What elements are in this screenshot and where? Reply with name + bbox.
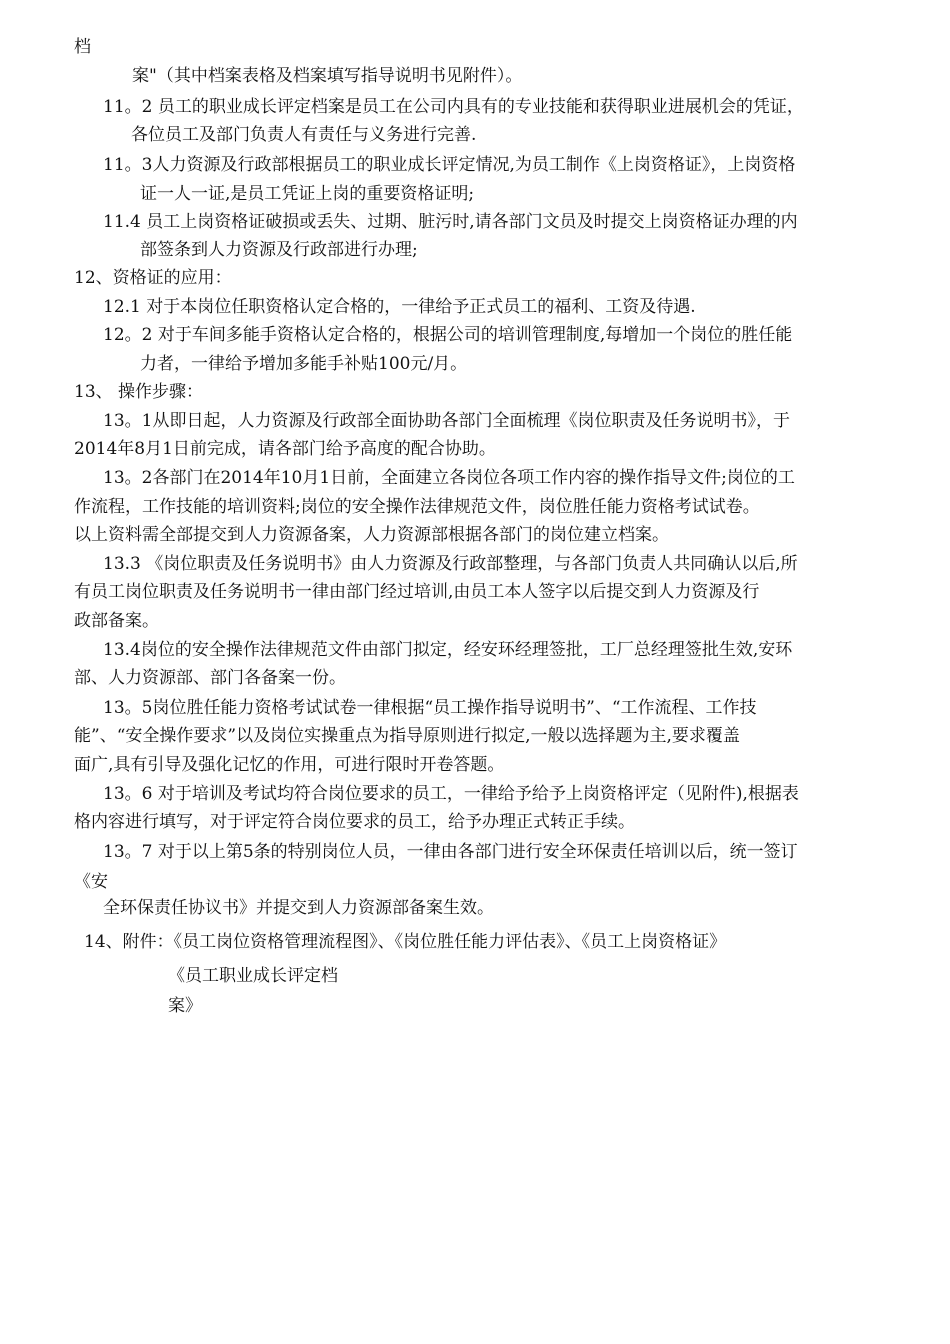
text-line-20: 有员工岗位职责及任务说明书一律由部门经过培训,由员工本人签字以后提交到人力资源及行: [74, 582, 760, 602]
text-line-10: 12.1 对于本岗位任职资格认定合格的，一律给予正式员工的福利、工资及待遇.: [103, 297, 696, 317]
text-line-14: 13。1从即日起，人力资源及行政部全面协助各部门全面梳理《岗位职责及任务说明书》，于: [103, 411, 790, 431]
text-line-8: 部签条到人力资源及行政部进行办理;: [140, 240, 418, 260]
text-line-19: 13.3 《岗位职责及任务说明书》由人力资源及行政部整理，与各部门负责人共同确认以后,所: [103, 554, 798, 574]
text-line-6: 证一人一证,是员工凭证上岗的重要资格证明;: [140, 184, 475, 204]
text-line-5: 11。3人力资源及行政部根据员工的职业成长评定情况,为员工制作《上岗资格证》，上岗资格: [103, 155, 796, 175]
text-line-2: 案"（其中档案表格及档案填写指导说明书见附件）。: [132, 66, 523, 86]
text-line-18: 以上资料需全部提交到人力资源备案，人力资源部根据各部门的岗位建立档案。: [74, 525, 669, 545]
text-line-21: 政部备案。: [74, 611, 159, 631]
text-line-34: 案》: [168, 996, 202, 1016]
text-line-31: 全环保责任协议书》并提交到人力资源部备案生效。: [103, 898, 494, 918]
text-line-22: 13.4岗位的安全操作法律规范文件由部门拟定，经安环经理签批，工厂总经理签批生效,安环: [103, 640, 793, 660]
section-heading-12: 12、资格证的应用：: [74, 268, 232, 288]
text-line-17: 作流程，工作技能的培训资料;岗位的安全操作法律规范文件，岗位胜任能力资格考试试卷。: [74, 497, 760, 517]
text-line-15: 2014年8月1日前完成，请各部门给予高度的配合协助。: [74, 439, 496, 459]
text-line-16: 13。2各部门在2014年10月1日前，全面建立各岗位各项工作内容的操作指导文件;岗位的工: [103, 468, 795, 488]
text-line-23: 部、人力资源部、部门各备案一份。: [74, 668, 346, 688]
text-line-29: 13。7 对于以上第5条的特别岗位人员，一律由各部门进行安全环保责任培训以后，统一签订: [103, 842, 798, 862]
text-line-27: 13。6 对于培训及考试均符合岗位要求的员工，一律给予给予上岗资格评定（见附件),根据表: [103, 784, 799, 804]
text-line-1: 档: [74, 37, 91, 57]
text-line-26: 面广,具有引导及强化记忆的作用，可进行限时开卷答题。: [74, 755, 505, 775]
text-line-12: 力者，一律给予增加多能手补贴100元/月。: [140, 354, 468, 374]
text-line-4: 各位员工及部门负责人有责任与义务进行完善.: [131, 125, 477, 145]
text-line-30: 《安: [74, 872, 108, 892]
text-line-3: 11。2 员工的职业成长评定档案是员工在公司内具有的专业技能和获得职业进展机会的凭证，: [103, 97, 804, 117]
section-heading-14: 14、附件：《员工岗位资格管理流程图》、《岗位胜任能力评估表》、《员工上岗资格证》: [84, 932, 727, 952]
text-line-7: 11.4 员工上岗资格证破损或丢失、过期、脏污时,请各部门文员及时提交上岗资格证办理的内: [103, 212, 798, 232]
text-line-25: 能”、“安全操作要求”以及岗位实操重点为指导原则进行拟定,一般以选择题为主,要求覆盖: [74, 726, 740, 746]
section-heading-13: 13、 操作步骤：: [74, 382, 204, 402]
text-line-33: 《员工职业成长评定档: [168, 966, 338, 986]
text-line-24: 13。5岗位胜任能力资格考试试卷一律根据“员工操作指导说明书”、“工作流程、工作技: [103, 698, 757, 718]
text-line-11: 12。2 对于车间多能手资格认定合格的，根据公司的培训管理制度,每增加一个岗位的胜任能: [103, 325, 793, 345]
text-line-28: 格内容进行填写，对于评定符合岗位要求的员工，给予办理正式转正手续。: [74, 812, 635, 832]
